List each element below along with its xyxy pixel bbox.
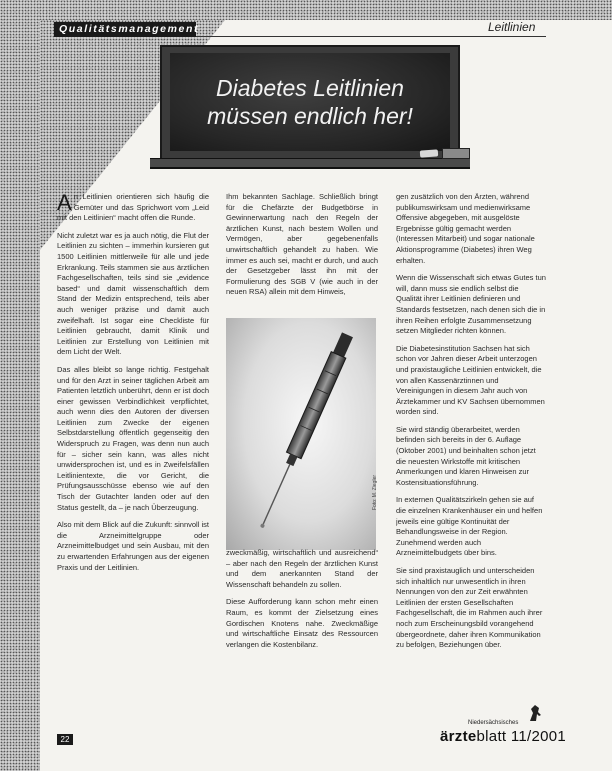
paragraph: An Leitlinien orientieren sich häufig die Gemüter und das Sprichwort vom „Leid mit den Leitlinien“ macht offen die Runde. xyxy=(57,192,209,223)
chalk-piece-icon xyxy=(420,149,438,157)
paragraph: Nicht zuletzt war es ja auch nötig, die Flut der Leitlinien zu sichten – immerhin kursieren gut 1500 Leitlinien mittlerweile für alle und jede Erkrankung. Teils stammen sie aus ärztlichen Fachgesellschaften, teils sind sie „evidence based“ und damit wissenschaftlich dem Stand der Medizin entsprechend, teils aber auch weniger präzise und damit auch zweifelhaft. Ist sogar eine Checkliste für Leitlinien gebraucht, damit Klinik und Leitlinien zur Erstellung von Leitlinien mit dem Licht der Welt. xyxy=(57,230,209,357)
article-column-1 xyxy=(57,192,209,747)
paragraph: In externen Qualitätszirkeln gehen sie auf die einzelnen Krankenhäuser ein und helfen jeweils eine gültige Kontinuität der Behandlungsweise in der Region. Zunehmend werden auch Arzneimittelbudgets über bins. xyxy=(396,495,543,558)
paragraph: zweckmäßig, wirtschaftlich und ausreichend“ – aber nach den Regeln der ärztlichen Kunst und dem anerkannten Stand der Wissenschaft behandeln zu sollen. xyxy=(226,548,378,589)
syringe-photo xyxy=(226,318,376,550)
paragraph: Wenn die Wissenschaft sich etwas Gutes tun will, dann muss sie endlich selbst die Qualität ihrer Leitlinien definieren und Standards festsetzen, nach denen sich die in ihren Reihen erfolgte Zusammensetzung setzen Mitglieder richten können. xyxy=(396,273,546,336)
section-tag: Qualitätsmanagement xyxy=(54,22,196,37)
headline-line-2: müssen endlich her! xyxy=(207,103,413,129)
chalk-tray xyxy=(150,158,470,169)
magazine-title: ärzteblatt 11/2001 xyxy=(440,728,567,745)
paragraph: Sie wird ständig überarbeitet, werden befinden sich bereits in der 6. Auflage (Oktober 2001) und beinhalten schon jetzt die neuesten Wirkstoffe mit kritischen Anmerkungen und klaren Hinweisen zur Kostensituationsführung. xyxy=(396,424,536,487)
board-sponge-icon xyxy=(442,148,470,159)
drop-cap: A xyxy=(57,192,72,215)
page-number: 22 xyxy=(57,734,73,745)
paragraph: Diese Aufforderung kann schon mehr einen Raum, es kommt der Zielsetzung eines Gordischen Knotens nahe. Zweckmäßige und wirtschaftliche Einsatz des Ressourcen verlangen die Kostenbilanz. xyxy=(226,597,378,649)
header-rule xyxy=(196,36,546,37)
paragraph: Sie sind praxistauglich und unterscheiden sich inhaltlich nur unwesentlich in ihren Nennungen von den zur Zeit erwähnten Leitlinien der ersten Gesellschaften Fachgesellschaft, die im Rahmen auch ihrer noch zum Erscheinungsbild vorangehend übergeordnete, daher ihren Kommunikation zu befolgen, Beziehungen über. xyxy=(396,566,543,650)
paragraph: gen zusätzlich von den Ärzten, während publikumswirksam und medienwirksame Offensive abgegeben, mit ausgelöste Ergebnisse gültig gemacht werden (Interessen Mitarbeit) und sogar nationale Aktionsprogramme (Diabetes) ihren Weg erhalten. xyxy=(396,192,535,265)
paragraph: Also mit dem Blick auf die Zukunft: sinnvoll ist die Arzneimittelgruppe oder Arzneimittelbudget und sein Ausbau, mit den zu erwartenden Erfahrungen aus der eigenen Praxis und der Leitlinien. xyxy=(57,520,209,572)
paragraph: Das alles bleibt so lange richtig. Festgehalt und für den Arzt in seiner täglichen Arbeit am Patienten letztlich unberührt, denn er ist doch einer gewissen Verbindlichkeit verpflichtet, auch wenn dies den Autoren der diversen Leitlinien zum Zwecke der eigenen Selbstdarstellung öffentlich gegenseitig den Widerspruch zu Fragen, was denn nun auch für – sicher sein kann, was alles nicht unwidersprochen ist, und es in Zweifelsfällen Leitlinientexte, die vor Gericht, die Prüfungsausschüsse ebenso wie auf den Tisch der Gutachter landen oder auf den Status gestellt, da – je nach Überzeugung. xyxy=(57,364,209,512)
magazine-region: Niedersächsisches xyxy=(468,720,519,726)
photo-credit: Foto: M. Ziegler xyxy=(372,474,378,510)
syringe-icon xyxy=(226,318,376,550)
rubric-label: Leitlinien xyxy=(488,20,536,34)
horse-logo-icon xyxy=(527,704,543,722)
article-column-2-bottom xyxy=(226,548,378,748)
top-grey-band xyxy=(0,0,612,20)
paragraph: Ihm bekannten Sachlage. Schließlich bringt für die Chefärzte der Budgetbörse in Gewinnerwartung nach den Regeln der ärztlichen Kunst, nach bestem Wollen und Vermögen, aber gegebenenfalls unwirtschaftlich gehandelt zu haben. Wie immer es auch sei, macht er durch, und auch der Gesetzgeber lässt ihn mit der Formulierung des SGB V (wie auch in der neuen RSA) allein mit dem Hinweis, xyxy=(226,192,378,297)
headline-line-1: Diabetes Leitlinien xyxy=(216,75,404,101)
article-column-3 xyxy=(396,192,546,722)
paragraph: Die Diabetesinstitution Sachsen hat sich schon vor Jahren dieser Arbeit unterzogen und praxistaugliche Leitlinien entwickelt, die von allen Kassenärztinnen und Vereinigungen in diesem Jahr auch von Ärztekammer und KV Sachsen übernommen worden sind. xyxy=(396,343,545,417)
left-grey-band xyxy=(0,0,40,771)
article-column-2-top xyxy=(226,192,378,312)
blackboard-headline xyxy=(170,53,450,151)
